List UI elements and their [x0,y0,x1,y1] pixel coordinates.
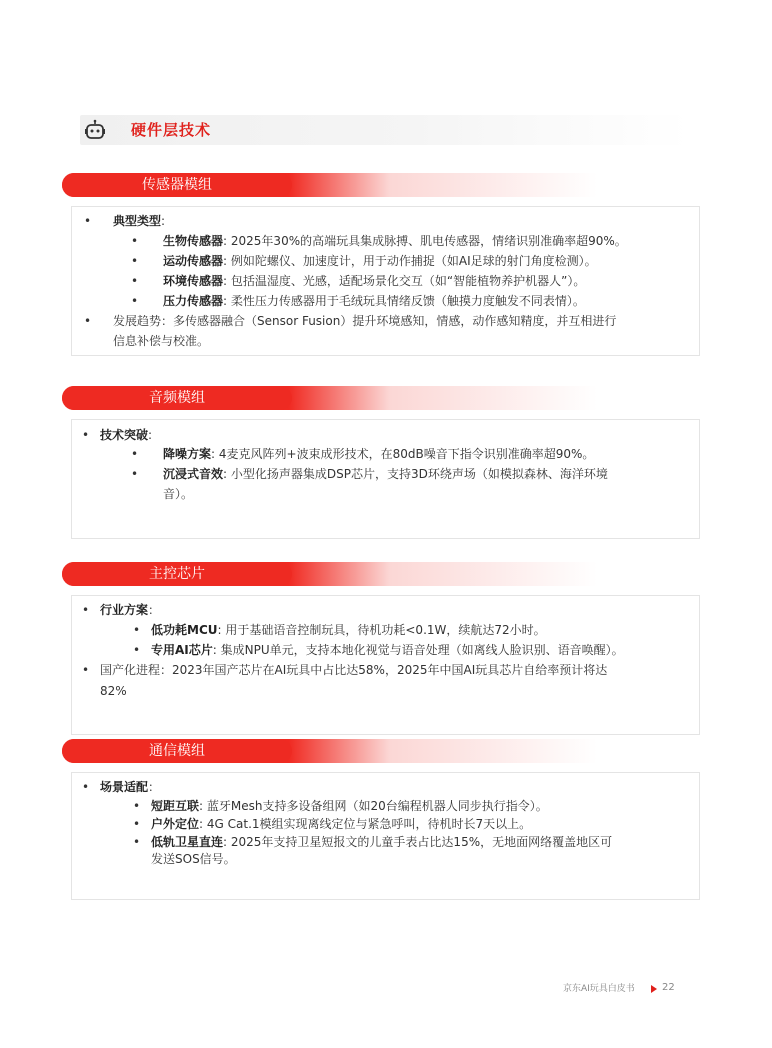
list-item: 场景适配： [100,780,161,794]
list-item: 典型类型: [113,214,166,228]
list-item-continuation: 信息补偿与校准。 [113,334,210,348]
robot-icon [84,119,106,141]
bullet: • [133,817,141,831]
bullet: • [82,428,90,442]
list-item: 环境传感器: 包括温湿度、光感，适配场景化交互（如“智能植物养护机器人”）。 [163,274,586,288]
list-item: 行业方案： [100,603,161,617]
list-item-continuation: 发送SOS信号。 [151,852,236,866]
bullet: • [131,234,139,248]
bullet: • [131,467,139,481]
list-item: 户外定位: 4G Cat.1模组实现离线定位与紧急呼叫，待机时长7天以上。 [151,817,532,831]
bullet: • [84,314,92,328]
section-title: 通信模组 [149,743,205,759]
section-title: 主控芯片 [149,566,205,582]
page-number: 22 [662,982,675,993]
bullet: • [131,274,139,288]
bullet: • [133,835,141,849]
bullet: • [133,623,141,637]
list-item: 低轨卫星直连: 2025年支持卫星短报文的儿童手表占比达15%，无地面网络覆盖地区可 [151,835,613,849]
list-item: 技术突破: [100,428,153,442]
list-item: 运动传感器: 例如陀螺仪、加速度计，用于动作捕捉（如AI足球的射门角度检测）。 [163,254,597,268]
bullet: • [131,447,139,461]
list-item-continuation: 82% [100,684,127,698]
list-item: 生物传感器: 2025年30%的高端玩具集成脉搏、肌电传感器，情绪识别准确率超90%。 [163,234,627,248]
list-item: 沉浸式音效: 小型化扬声器集成DSP芯片，支持3D环绕声场（如模拟森林、海洋环境 [163,467,608,481]
bullet: • [82,663,90,677]
page-title: 硬件层技术 [131,121,212,139]
list-item: 低功耗MCU: 用于基础语音控制玩具，待机功耗<0.1W，续航达72小时。 [151,623,546,637]
bullet: • [82,603,90,617]
list-item: 降噪方案: 4麦克风阵列+波束成形技术，在80dB噪音下指令识别准确率超90%。 [163,447,595,461]
list-item: 专用AI芯片: 集成NPU单元，支持本地化视觉与语音处理（如离线人脸识别、语音唤醒）。 [151,643,624,657]
bullet: • [131,294,139,308]
bullet: • [84,214,92,228]
list-item: 发展趋势：多传感器融合（Sensor Fusion）提升环境感知，情感，动作感知精度，并互相进行 [113,314,617,328]
section-title: 音频模组 [149,390,205,406]
section-title: 传感器模组 [142,177,212,193]
bullet: • [82,780,90,794]
list-item: 短距互联: 蓝牙Mesh支持多设备组网（如20台编程机器人同步执行指令）。 [151,799,548,813]
bullet: • [133,799,141,813]
list-item: 国产化进程：2023年国产芯片在AI玩具中占比达58%，2025年中国AI玩具芯片自给率预计将达 [100,663,608,677]
list-item-continuation: 音）。 [163,487,194,501]
bullet: • [133,643,141,657]
list-item: 压力传感器: 柔性压力传感器用于毛绒玩具情绪反馈（触摸力度触发不同表情）。 [163,294,585,308]
triangle-icon [651,985,657,993]
bullet: • [131,254,139,268]
footer-title: 京东AI玩具白皮书 [563,984,635,994]
